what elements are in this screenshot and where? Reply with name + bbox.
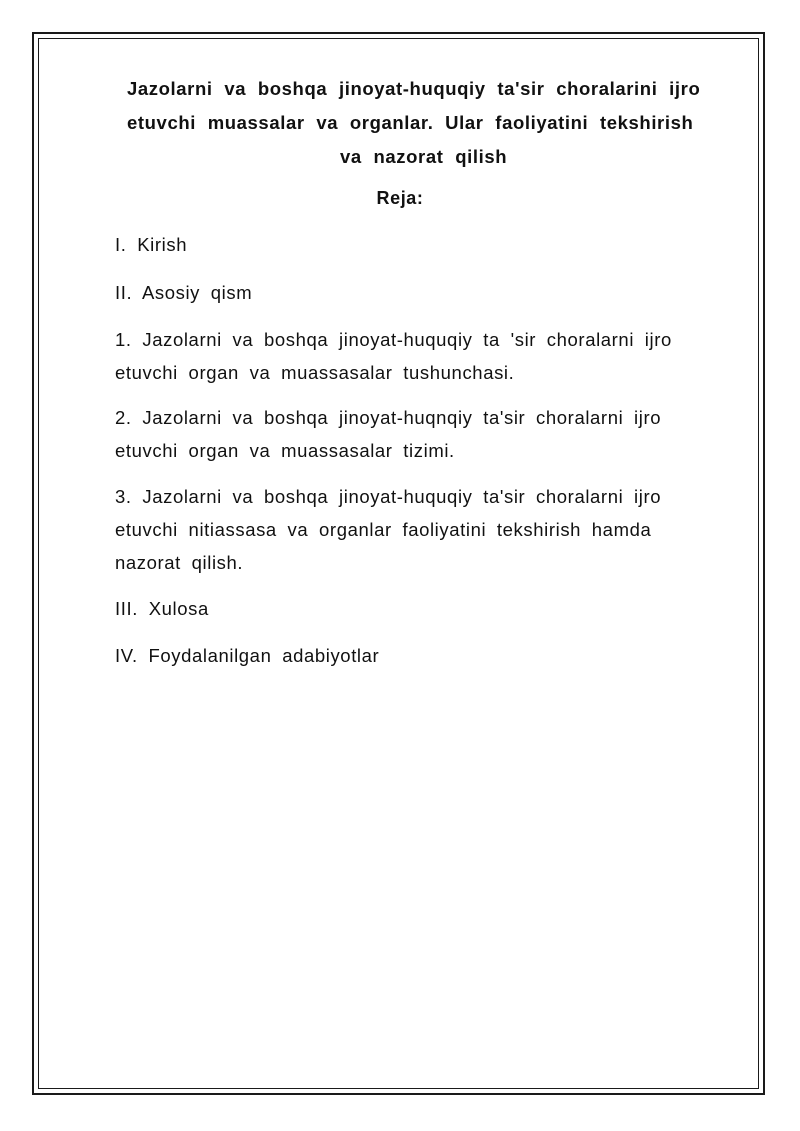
outline-item2-line2: etuvchi organ va muassasalar tizimi. <box>115 440 455 461</box>
outline-conclusion: III. Xulosa <box>115 598 209 619</box>
title-line-3: va nazorat qilish <box>340 146 508 167</box>
outline-item1-line2: etuvchi organ va muassasalar tushunchasi. <box>115 362 515 383</box>
outline-intro: I. Kirish <box>115 234 188 255</box>
outline-item3-line3: nazorat qilish. <box>115 552 244 573</box>
outline-item3-line1: 3. Jazolarni va boshqa jinoyat-huquqiy ta'sir choralarni ijro <box>115 486 662 507</box>
title-line-1: Jazolarni va boshqa jinoyat-huquqiy ta'sir choralarini ijro <box>127 78 701 99</box>
outline-item2-line1: 2. Jazolarni va boshqa jinoyat-huqnqiy ta'sir choralarni ijro <box>115 407 662 428</box>
plan-heading: Reja: <box>376 188 424 208</box>
outline-item3-line2: etuvchi nitiassasa va organlar faoliyatini tekshirish hamda <box>115 519 652 540</box>
title-line-2: etuvchi muassalar va organlar. Ular faoliyatini tekshirish <box>127 112 694 133</box>
outline-main: II. Asosiy qism <box>115 282 253 303</box>
outline-item1-line1: 1. Jazolarni va boshqa jinoyat-huquqiy ta 'sir choralarni ijro <box>115 329 672 350</box>
outline-references: IV. Foydalanilgan adabiyotlar <box>115 645 380 666</box>
